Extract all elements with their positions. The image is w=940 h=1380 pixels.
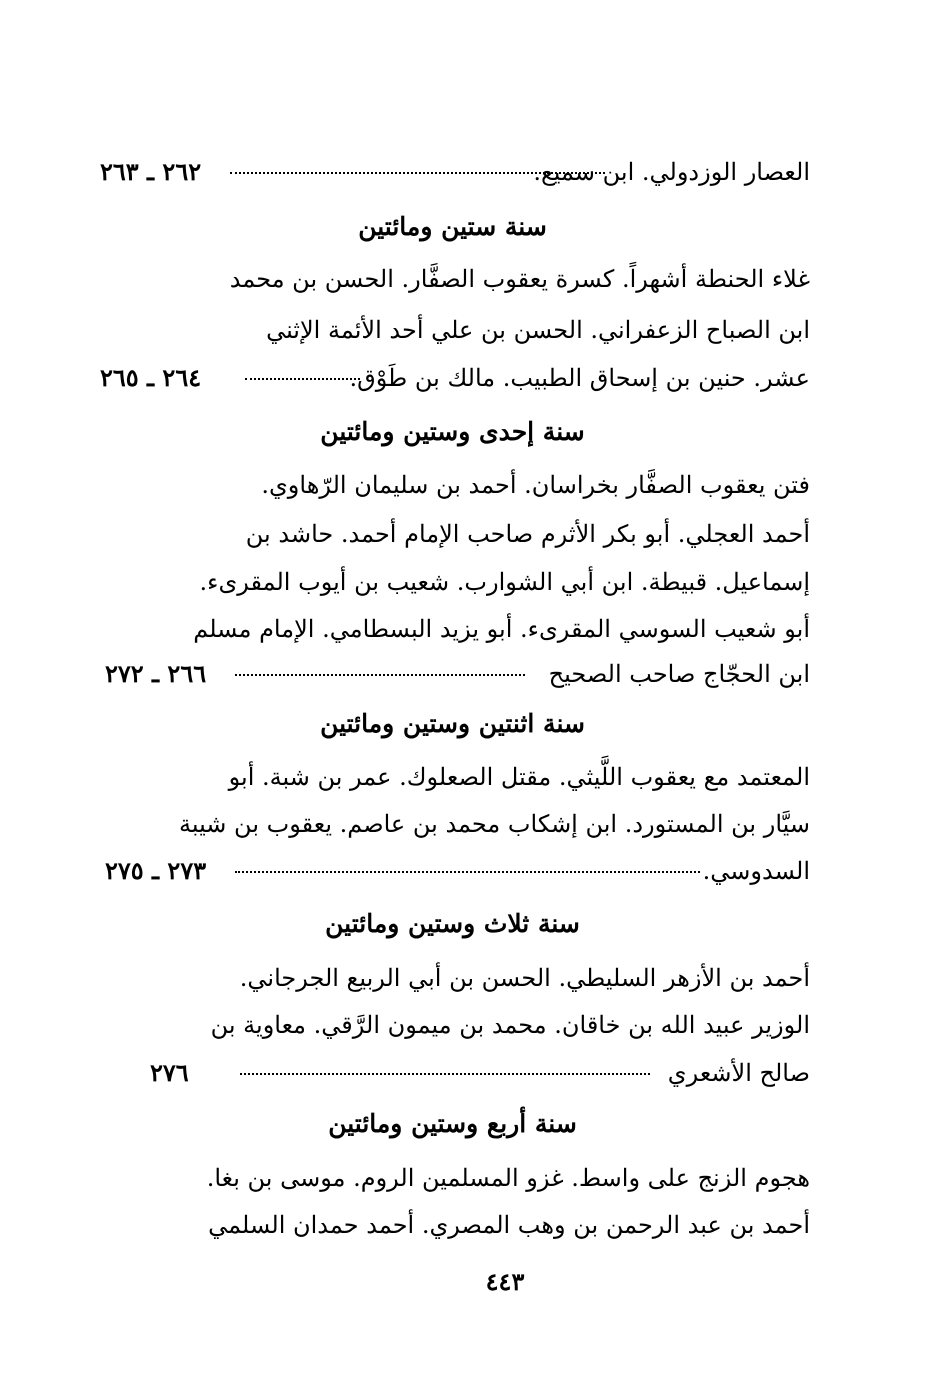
text-line: أحمد بن الأزهر السليطي. الحسن بن أبي الربيع الجرجاني. <box>239 964 810 992</box>
toc-entry <box>95 150 810 194</box>
leader-dots <box>245 378 360 380</box>
section-heading: سنة اثنتين وستين ومائتين <box>320 709 585 738</box>
page-range: ٢٦٦ ـ ٢٧٢ <box>105 659 207 688</box>
entry-text: ابن الحجّاج صاحب الصحيح <box>548 660 810 688</box>
page-range: ٢٧٦ <box>150 1058 189 1087</box>
section-heading: سنة ثلاث وستين ومائتين <box>325 909 580 938</box>
toc-entry <box>95 652 810 696</box>
leader-dots <box>235 871 700 873</box>
leader-dots <box>230 172 605 174</box>
text-line: أبو شعيب السوسي المقرىء. أبو يزيد البسطامي. الإمام مسلم <box>193 615 810 643</box>
text-line: أحمد العجلي. أبو بكر الأثرم صاحب الإمام أحمد. حاشد بن <box>245 520 810 548</box>
text-line: هجوم الزنج على واسط. غزو المسلمين الروم. موسى بن بغا. <box>206 1164 810 1192</box>
text-line: المعتمد مع يعقوب اللَّيثي. مقتل الصعلوك. عمر بن شبة. أبو <box>228 763 810 791</box>
page-range: ٢٦٤ ـ ٢٦٥ <box>100 363 202 392</box>
text-line: غلاء الحنطة أشهراً. كسرة يعقوب الصفَّار. الحسن بن محمد <box>229 265 810 293</box>
text-line: الوزير عبيد الله بن خاقان. محمد بن ميمون الرَّقي. معاوية بن <box>210 1011 810 1039</box>
page-range: ٢٧٣ ـ ٢٧٥ <box>105 856 207 885</box>
section-heading: سنة أربع وستين ومائتين <box>328 1109 577 1138</box>
entry-text: العصار الوزدولي. ابن سميع. <box>533 158 810 186</box>
page-range: ٢٦٢ ـ ٢٦٣ <box>100 157 202 186</box>
toc-entry <box>95 849 810 893</box>
page-number: ٤٤٣ <box>485 1267 525 1296</box>
text-line: فتن يعقوب الصفَّار بخراسان. أحمد بن سليمان الرّهاوي. <box>261 471 810 499</box>
text-line: ابن الصباح الزعفراني. الحسن بن علي أحد الأئمة الإثني <box>266 316 810 344</box>
toc-entry <box>95 356 810 400</box>
entry-text: عشر. حنين بن إسحاق الطبيب. مالك بن طَوْق. <box>349 364 810 392</box>
entry-text: صالح الأشعري <box>667 1059 810 1087</box>
toc-entry <box>95 1051 810 1095</box>
section-heading: سنة ستين ومائتين <box>358 212 547 241</box>
text-line: أحمد بن عبد الرحمن بن وهب المصري. أحمد حمدان السلمي <box>208 1211 810 1239</box>
text-line: إسماعيل. قبيطة. ابن أبي الشوارب. شعيب بن أيوب المقرىء. <box>199 568 810 596</box>
leader-dots <box>235 674 525 676</box>
leader-dots <box>240 1073 650 1075</box>
section-heading: سنة إحدى وستين ومائتين <box>320 417 585 446</box>
entry-text: السدوسي. <box>702 857 810 885</box>
text-line: سيَّار بن المستورد. ابن إشكاب محمد بن عاصم. يعقوب بن شيبة <box>178 810 810 838</box>
